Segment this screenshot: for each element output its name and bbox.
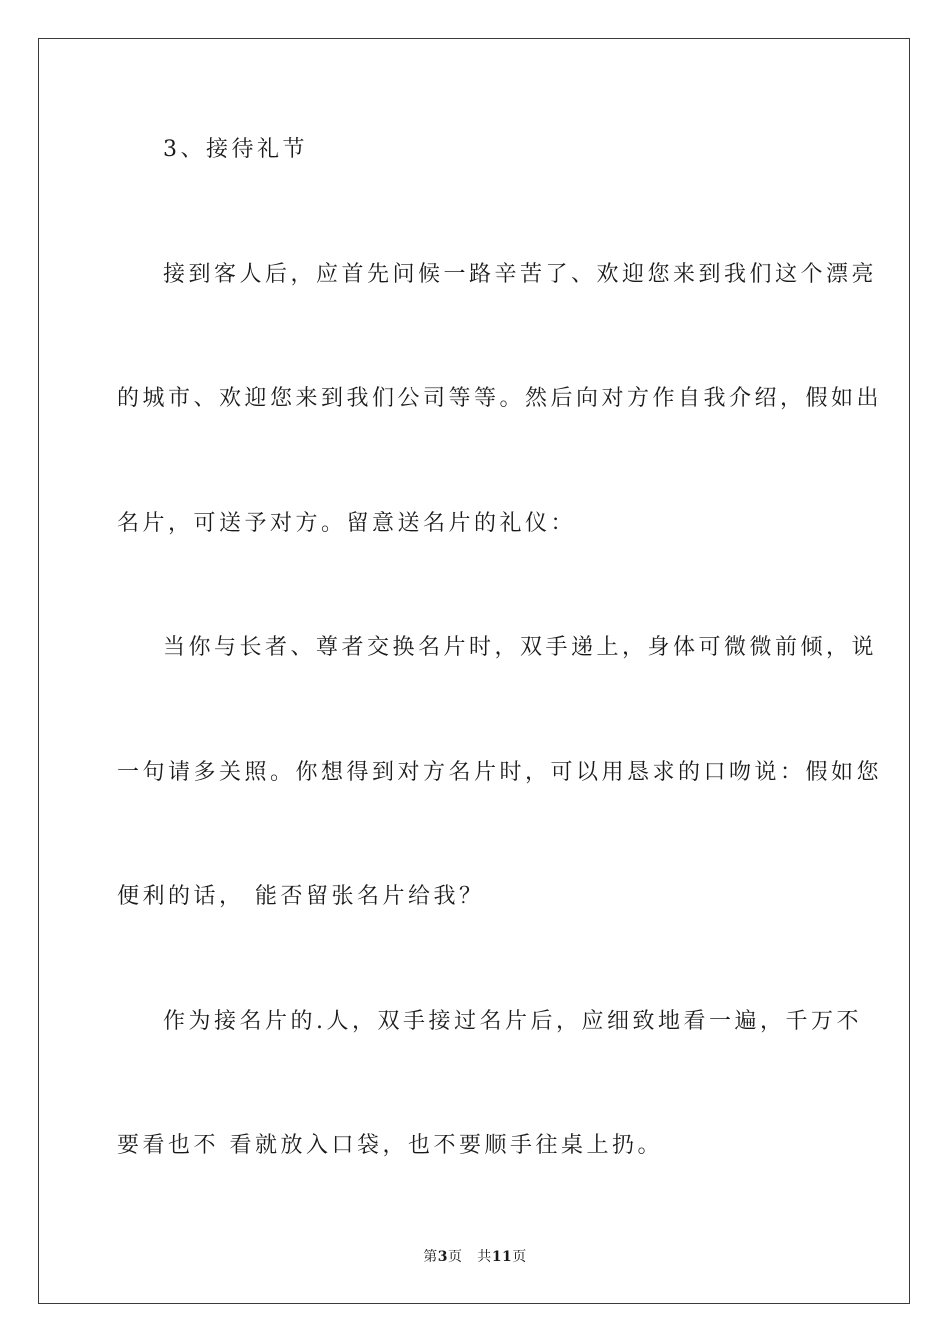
page-footer — [0, 1248, 950, 1266]
footer-suffix: 页 — [512, 1249, 527, 1265]
paragraph-line: 接到客人后，应首先问候一路辛苦了、欢迎您来到我们这个漂亮 — [163, 262, 878, 287]
paragraph-line: 一句请多关照。你想得到对方名片时，可以用恳求的口吻说：假如您 — [117, 760, 883, 785]
paragraph-line: 便利的话， 能否留张名片给我？ — [117, 884, 485, 909]
paragraph-line: 当你与长者、尊者交换名片时，双手递上，身体可微微前倾，说 — [163, 635, 878, 660]
footer-prefix: 第 — [423, 1249, 438, 1265]
footer-mid: 页 共 — [447, 1249, 492, 1265]
footer-total-pages: 11 — [491, 1249, 513, 1265]
paragraph-line: 要看也不 看就放入口袋，也不要顺手往桌上扔。 — [117, 1133, 663, 1158]
paragraph-line: 作为接名片的.人，双手接过名片后，应细致地看一遍，千万不 — [163, 1009, 862, 1034]
paragraph-line: 的城市、欢迎您来到我们公司等等。然后向对方作自我介绍，假如出 — [117, 386, 883, 411]
section-heading: 3、接待礼节 — [163, 137, 308, 162]
page-border — [38, 38, 910, 1304]
paragraph-line: 名片，可送予对方。留意送名片的礼仪： — [117, 511, 577, 536]
footer-page-number: 3 — [437, 1249, 448, 1265]
